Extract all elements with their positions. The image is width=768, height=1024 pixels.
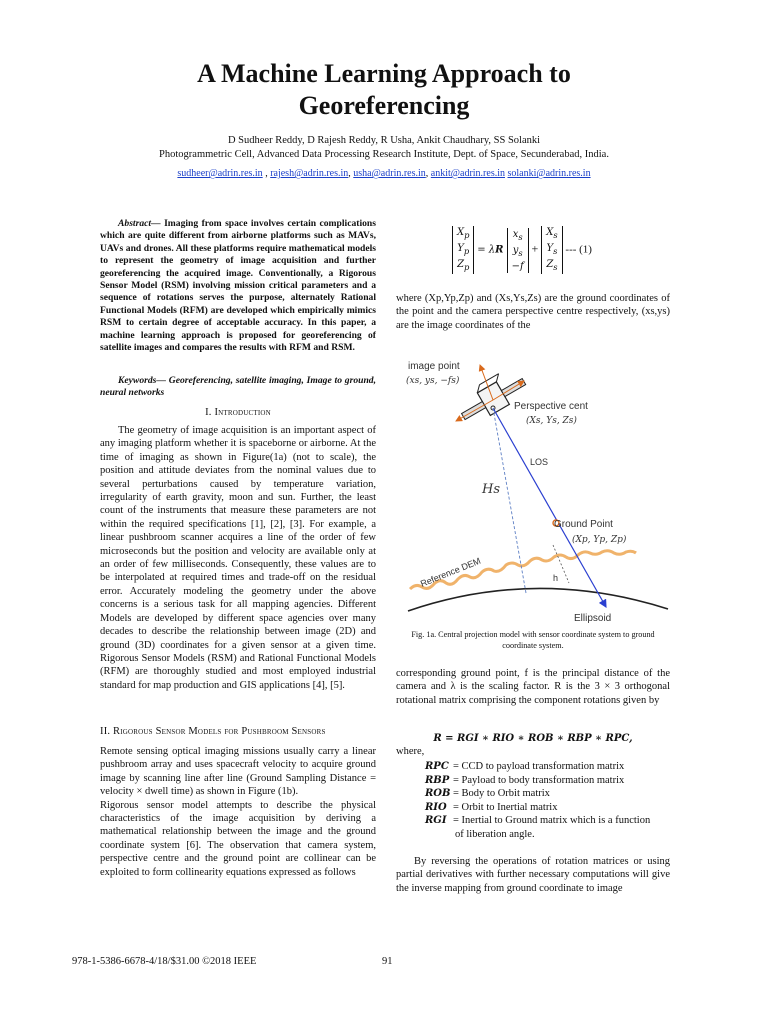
matrix-item: RBP = Payload to body transformation matrix [425,774,625,786]
label-los: LOS [530,457,549,467]
matrix-list [425,760,650,842]
image-vector: $x_s$ $y_s$ −f [507,228,529,273]
label-ellipsoid: Ellipsoid [574,613,612,624]
ellipsoid-curve [408,588,668,611]
footer-copyright: 978-1-5386-6678-4/18/$31.00 ©2018 IEEE [72,956,257,967]
rsm-text [100,745,376,879]
label-reference-dem: Reference DEM [419,555,483,589]
abstract [100,218,376,354]
introduction-paragraph: The geometry of image acquisition is an important aspect of any imaging platform whether it is spaceborne or airborne. At the time of imaging as shown in Figure(1a) (not to scale), the position and attitude deviates from the nominal values due to several perturbations caused by temperature variation, irregularity of earth gravity, moon and sun. Further, the least count of the instruments that measure these parameters are not within the required specifications [1], [2], [3]. For example, a linear pushbroom scanner acquires a line of the order of few microseconds but the position and velocity are available only at an order of few milliseconds. Consequently, these values are to be interpolated at required times and trade-off on the residual error. Accurately modeling the geometry under the above concerns is a serious task for all mapping agencies. Different Models are developed by different space agencies over many decades to describe the relationship between image (2D) and ground (3D) coordinates for a given sensor at a given time. Rigorous Sensor Models (RSM) and Rational Functional Models (RFM) are thoroughly studied and most employed industrial standard for map production and GIS applications [4], [5]. [100,425,376,691]
keywords [100,375,376,400]
inverse-paragraph: By reversing the operations of rotation matrices or using partial derivatives with further necessary computations will give the inverse mapping from ground coordinate to image [396,856,670,894]
section-heading-rsm: II. Rigorous Sensor Models for Pushbroom Sensors [100,726,326,737]
rotation-text [396,667,670,707]
keywords-text: Keywords— Georeferencing, satellite imaging, Image to ground, neural networks [100,375,376,399]
author-block [0,134,768,162]
affiliation: Photogrammetric Cell, Advanced Data Processing Research Institute, Dept. of Space, Secunderabad, India. [159,149,609,160]
authors: D Sudheer Reddy, D Rajesh Reddy, R Usha, Ankit Chaudhary, SS Solanki [227,135,541,146]
perspective-vector: $X_s$ $Y_s$ $Z_s$ [541,226,562,274]
introduction-text [100,424,376,692]
email-link[interactable]: usha@adrin.res.in [353,168,426,179]
label-hs: Hs [482,482,501,497]
ground-vector: $X_p$ $Y_p$ $Z_p$ [452,226,474,274]
where-label: where, [396,746,425,757]
where-paragraph: where (Xp,Yp,Zp) and (Xs,Ys,Zs) are the ground coordinates of the point and the camera perspective centre respectively, (xs,ys) are the image coordinates of the [396,293,670,331]
matrix-item-continued: of liberation angle. [455,828,535,840]
matrix-item: RGI = Inertial to Ground matrix which is a function [425,815,651,827]
matrix-item: RIO = Orbit to Inertial matrix [425,801,558,813]
email-link[interactable]: ankit@adrin.res.in [430,168,505,179]
label-image-point: image point [408,361,460,372]
equation-number: --- (1) [565,243,592,256]
rotation-paragraph: corresponding ground point, f is the principal distance of the camera and λ is the scaling factor. R is the 3 × 3 orthogonal rotational matrix comprising the component rotations given by [396,668,670,706]
email-link[interactable]: sudheer@adrin.res.in [177,168,263,179]
inverse-text [396,855,670,895]
paper-title [0,58,768,122]
collinearity-equation: $X_p$ $Y_p$ $Z_p$ = λR $x_s$ $y_s$ −f + $X_s$ $Y_s$ $Z_s$ --- (1) [452,226,592,274]
figure-caption: Fig. 1a. Central projection model with sensor coordinate system to ground coordinate system. [411,630,655,650]
section-heading-introduction: I. Introduction [205,407,271,418]
rotation-equation: R = RGI ∗ RIO ∗ ROB ∗ RBP ∗ RPC, [433,733,633,744]
rsm-paragraph-1: Remote sensing optical imaging missions usually carry a linear pushbroom array and uses spacecraft velocity to acquire ground image by scanning line after line (Ground Sampling Distance = velocity × dwell time) as shown in Figure (1b). [100,746,376,798]
where-text [396,292,670,332]
matrix-item: RPC = CCD to payload transformation matrix [425,761,625,772]
label-ground-point: Ground Point [554,519,613,530]
abstract-label: Abstract— [118,218,161,229]
label-perspective: Perspective cent [514,401,588,412]
title-line-2: Georeferencing [298,91,470,120]
email-link[interactable]: solanki@adrin.res.in [507,168,591,179]
title-line-1: A Machine Learning Approach to [197,59,571,88]
email-list: sudheer@adrin.res.in , rajesh@adrin.res.in, usha@adrin.res.in, ankit@adrin.res.in solanki@adrin.res.in [177,168,591,179]
matrix-item: ROB = Body to Orbit matrix [425,788,550,800]
label-h: h [553,573,559,583]
label-image-point-coords: (xs, ys, −fs) [406,376,460,386]
abstract-text: Imaging from space involves certain complications which are quite different from airborne platforms such as MAVs, UAVs and drones. All these platforms require mathematical models to represent the geometry of image acquisition and further georeferencing the acquired image. Conventionally, a Rigorous Sensor Model (RSM) involving mission critical parameters and a sequence of rotations serves the purpose, alternately Rational Functional Models (RFM) are developed which empirically mimics RSM to certain degree of acceptable accuracy. In this paper, a machine learning approach is proposed for georeferencing of satellite images and compares the results with RFM and RSM. [100,218,376,354]
rsm-paragraph-2: Rigorous sensor model attempts to describe the physical characteristics of the image acquisition by deriving a mathematical relationship between the image and the ground coordinate system [6]. The observation that camera system, perspective centre and the ground point are collinear can be exploited to form collinearity equations expressed as follows [100,799,376,878]
page-number: 91 [382,956,393,967]
label-perspective-coords: (Xs, Ys, Zs) [526,416,577,426]
central-projection-figure [396,355,670,627]
label-ground-coords: (Xp, Yp, Zp) [572,535,627,545]
email-link[interactable]: rajesh@adrin.res.in [270,168,349,179]
